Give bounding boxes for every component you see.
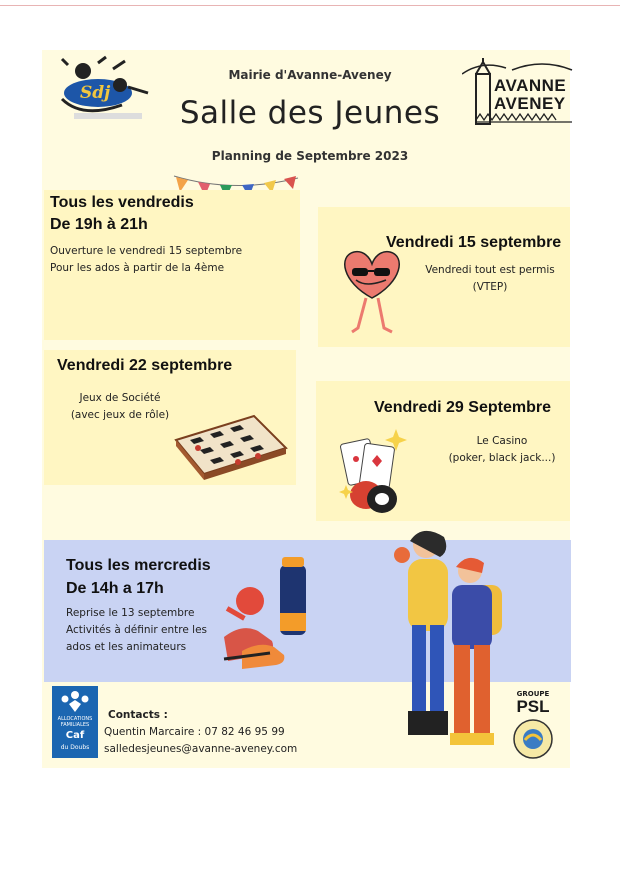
casino-cards-chips-icon bbox=[332, 425, 417, 520]
event-22-line2: (avec jeux de rôle) bbox=[70, 409, 170, 421]
top-border-line bbox=[0, 5, 620, 6]
avanne-aveney-logo bbox=[462, 58, 574, 128]
planning-subtitle: Planning de Septembre 2023 bbox=[211, 149, 409, 163]
sdj-logo-text: Sdj bbox=[80, 83, 111, 103]
caf-line2: FAMILIALES bbox=[60, 722, 90, 728]
vendredis-hours: De 19h à 21h bbox=[50, 216, 148, 233]
contacts-person: Quentin Marcaire : 07 82 46 95 99 bbox=[104, 726, 285, 738]
sdj-logo bbox=[58, 55, 158, 130]
caf-line3: Caf bbox=[65, 730, 85, 741]
event-29-line1: Le Casino bbox=[476, 435, 528, 447]
event-22-title: Vendredi 22 septembre bbox=[57, 357, 233, 374]
psl-groupe: GROUPE bbox=[516, 690, 550, 698]
sports-items-icon bbox=[220, 555, 320, 670]
logo-avanne: AVANNE bbox=[494, 76, 567, 95]
friends-illustration-icon bbox=[388, 525, 513, 755]
logo-aveney: AVENEY bbox=[494, 94, 566, 113]
contacts-label: Contacts : bbox=[108, 709, 168, 721]
page-title-wrap bbox=[155, 95, 465, 131]
page-title: Salle des Jeunes bbox=[179, 95, 441, 131]
mercredis-line1: Reprise le 13 septembre bbox=[66, 607, 195, 619]
contacts-email[interactable]: salledesjeunes@avanne-aveney.com bbox=[104, 743, 298, 755]
event-22-line1: Jeux de Société bbox=[79, 392, 161, 404]
vendredis-title: Tous les vendredis bbox=[50, 194, 194, 211]
psl-name: PSL bbox=[516, 697, 550, 716]
vendredis-line1: Ouverture le vendredi 15 septembre bbox=[50, 245, 243, 257]
event-15-line2: (VTEP) bbox=[472, 281, 508, 293]
vendredis-line2: Pour les ados à partir de la 4ème bbox=[50, 262, 225, 274]
mairie-label: Mairie d'Avanne-Aveney bbox=[228, 68, 392, 82]
mercredis-title: Tous les mercredis bbox=[66, 557, 211, 574]
event-15-title: Vendredi 15 septembre bbox=[386, 234, 562, 251]
mercredis-line3: ados et les animateurs bbox=[66, 641, 187, 653]
psl-emblem-icon bbox=[512, 718, 554, 760]
caf-line4: du Doubs bbox=[60, 744, 90, 751]
event-29-title: Vendredi 29 Septembre bbox=[374, 399, 551, 416]
heart-character-icon bbox=[332, 246, 412, 338]
mercredis-hours: De 14h a 17h bbox=[66, 580, 164, 597]
caf-line1: ALLOCATIONS bbox=[57, 716, 93, 722]
checkerboard-icon bbox=[170, 410, 290, 485]
event-29-line2: (poker, black jack...) bbox=[448, 452, 556, 464]
mercredis-line2: Activités à définir entre les bbox=[66, 624, 208, 636]
caf-people-icon bbox=[52, 686, 98, 716]
caf-logo bbox=[52, 686, 98, 758]
event-15-line1: Vendredi tout est permis bbox=[425, 264, 555, 276]
